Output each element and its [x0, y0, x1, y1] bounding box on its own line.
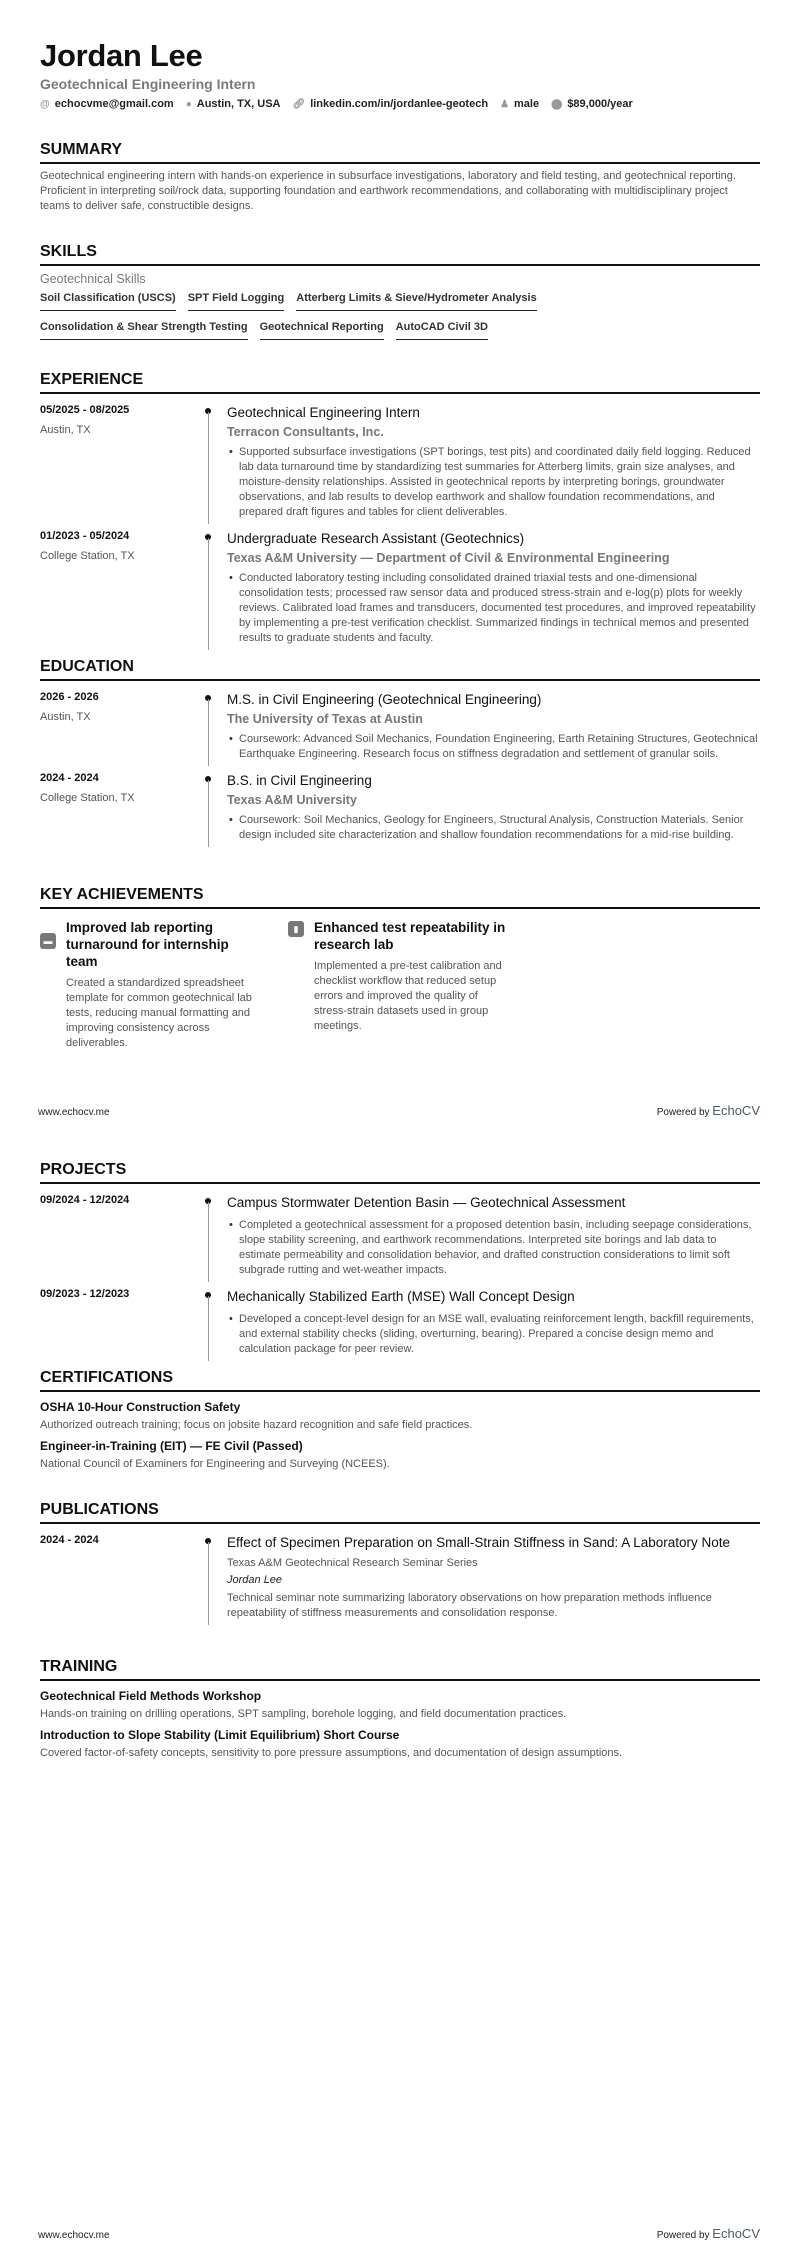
achievement-text: Created a standardized spreadsheet template for common geotechnical lab tests, reducing manual formatting and improving consistency across deliverables. — [66, 977, 252, 1049]
entry-organization: Texas A&M University — [227, 793, 357, 807]
project-entry — [40, 1288, 760, 1357]
entry-date: 09/2023 - 12/2023 — [40, 1288, 130, 1300]
contact-list — [40, 98, 760, 110]
job-title: Geotechnical Engineering Intern — [40, 76, 256, 92]
certification-desc: Authorized outreach training; focus on jobsite hazard recognition and safe field practices. — [40, 1419, 473, 1431]
entry-date: 2024 - 2024 — [40, 772, 99, 784]
contact-email[interactable]: @ echocvme@gmail.com — [40, 98, 174, 110]
education-entry — [40, 691, 760, 762]
entry-date: 2024 - 2024 — [40, 1534, 99, 1546]
contact-linkedin[interactable]: 🔗︎ linkedin.com/in/jordanlee-geotech — [292, 98, 489, 110]
certification-desc: National Council of Examiners for Engineering and Surveying (NCEES). — [40, 1458, 390, 1470]
timeline-marker — [203, 691, 227, 762]
entry-title: Undergraduate Research Assistant (Geotechnics) — [227, 531, 525, 546]
timeline-marker — [203, 1534, 227, 1621]
section-heading: EDUCATION — [40, 657, 760, 681]
achievement-item — [40, 919, 258, 1051]
entry-location: College Station, TX — [40, 792, 135, 804]
achievement-title: Enhanced test repeatability in research lab — [314, 920, 506, 952]
timeline-marker — [203, 1288, 227, 1357]
footer-site-link[interactable]: www.echocv.me — [38, 1107, 110, 1118]
entry-title: Geotechnical Engineering Intern — [227, 405, 420, 420]
entry-title: B.S. in Civil Engineering — [227, 773, 372, 788]
achievement-item — [288, 919, 506, 1051]
training-desc: Hands-on training on drilling operations, SPT sampling, borehole logging, and field documentation practices. — [40, 1708, 567, 1720]
section-heading: CERTIFICATIONS — [40, 1368, 760, 1392]
skill-list — [40, 292, 600, 340]
entry-organization: Terracon Consultants, Inc. — [227, 425, 384, 439]
certification-title: Engineer-in-Training (EIT) — FE Civil (Passed) — [40, 1439, 303, 1453]
training-title: Geotechnical Field Methods Workshop — [40, 1689, 262, 1703]
summary-section — [40, 140, 760, 214]
footer-brand: EchoCV — [712, 2226, 760, 2241]
skill-tag: Soil Classification (USCS) — [40, 292, 176, 311]
project-entry — [40, 1194, 760, 1278]
skill-category: Geotechnical Skills — [40, 272, 146, 286]
at-icon: @ — [40, 98, 50, 110]
certifications-section — [40, 1368, 760, 1470]
skill-tag: AutoCAD Civil 3D — [396, 321, 488, 340]
person-icon: ♟ — [500, 98, 510, 110]
skill-tag: Atterberg Limits & Sieve/Hydrometer Analysis — [296, 292, 536, 311]
publication-venue: Texas A&M Geotechnical Research Seminar Series — [227, 1557, 478, 1569]
timeline-marker — [203, 404, 227, 520]
certification-title: OSHA 10-Hour Construction Safety — [40, 1400, 241, 1414]
section-heading: PUBLICATIONS — [40, 1500, 760, 1524]
entry-bullet: • Developed a concept-level design for an MSE wall, evaluating reinforcement length, backfill requirements, and external stability checks (sliding, overturning, bearing). Prepared a concise design memo and calculation package for peer review. — [227, 1312, 760, 1357]
achievement-text: Implemented a pre-test calibration and checklist workflow that reduced setup errors and improved the quality of stress-strain datasets used in group meetings. — [314, 960, 502, 1032]
skill-tag: SPT Field Logging — [188, 292, 285, 311]
footer-powered: Powered by — [656, 1107, 710, 1118]
training-desc: Covered factor-of-safety concepts, sensitivity to pore pressure assumptions, and documentation of design assumptions. — [40, 1747, 623, 1759]
chat-bubble-icon: ▬ — [40, 933, 56, 949]
publication-author: Jordan Lee — [227, 1574, 283, 1586]
skill-tag: Geotechnical Reporting — [260, 321, 384, 340]
publication-entry — [40, 1534, 760, 1621]
publication-desc: Technical seminar note summarizing laboratory observations on how preparation methods influence repeatability of stiffness measurements and consolidation response. — [227, 1592, 712, 1619]
education-entry — [40, 772, 760, 843]
skill-tag: Consolidation & Shear Strength Testing — [40, 321, 248, 340]
experience-entry — [40, 530, 760, 646]
entry-date: 2026 - 2026 — [40, 691, 99, 703]
projects-section — [40, 1160, 760, 1357]
entry-bullet: • Coursework: Advanced Soil Mechanics, Foundation Engineering, Earth Retaining Structures, Geotechnical Earthquake Engineering. Research focus on stiffness degradation and settlement of granular soils. — [227, 732, 760, 762]
entry-location: Austin, TX — [40, 711, 91, 723]
entry-organization: The University of Texas at Austin — [227, 712, 423, 726]
footer-brand: EchoCV — [712, 1103, 760, 1118]
section-heading: EXPERIENCE — [40, 370, 760, 394]
entry-location: College Station, TX — [40, 550, 135, 562]
section-heading: SUMMARY — [40, 140, 760, 164]
experience-section — [40, 370, 760, 646]
location-pin-icon: ● — [185, 98, 192, 110]
publication-title: Effect of Specimen Preparation on Small-Strain Stiffness in Sand: A Laboratory Note — [227, 1535, 731, 1550]
contact-gender: ♟ male — [500, 98, 540, 110]
entry-bullet: • Coursework: Soil Mechanics, Geology for Engineers, Structural Analysis, Construction Materials. Senior design included site characterization and shallow foundation recommendations for a mid-rise building. — [227, 813, 760, 843]
experience-entry — [40, 404, 760, 520]
entry-bullet: • Supported subsurface investigations (SPT borings, test pits) and coordinated daily field logging. Reduced lab data turnaround time by standardizing test summaries for Atterberg limits, grain size analyses, and moisture-density relationships. Assisted in geotechnical reports by interpreting borings, groundwater observations, and lab results to develop earthwork and shallow foundation recommendations, and prepared draft figures and tables for client deliverables. — [227, 445, 760, 520]
link-icon: 🔗︎ — [292, 98, 306, 110]
publications-section — [40, 1500, 760, 1621]
contact-location: ● Austin, TX, USA — [185, 98, 281, 110]
section-heading: SKILLS — [40, 242, 760, 266]
section-heading: TRAINING — [40, 1657, 760, 1681]
footer-powered: Powered by — [656, 2230, 710, 2241]
bar-chart-icon: ▮ — [288, 921, 304, 937]
achievement-title: Improved lab reporting turnaround for internship team — [66, 920, 229, 969]
resume-header — [40, 38, 760, 110]
summary-text: Geotechnical engineering intern with hands-on experience in subsurface investigations, laboratory and field testing, and geotechnical reporting. Proficient in interpreting soil/rock data, supporting foundation and earthwork recommendations, and collaborating with multidisciplinary project teams to deliver safe, constructible designs. — [40, 170, 736, 212]
timeline-marker — [203, 530, 227, 646]
entry-title: Mechanically Stabilized Earth (MSE) Wall Concept Design — [227, 1289, 575, 1304]
training-section — [40, 1657, 760, 1759]
money-icon: ⬤ — [551, 98, 563, 110]
section-heading: KEY ACHIEVEMENTS — [40, 885, 760, 909]
page-footer — [38, 1103, 760, 1118]
candidate-name: Jordan Lee — [40, 38, 203, 73]
entry-date: 09/2024 - 12/2024 — [40, 1194, 130, 1206]
section-heading: PROJECTS — [40, 1160, 760, 1184]
entry-date: 01/2023 - 05/2024 — [40, 530, 130, 542]
training-title: Introduction to Slope Stability (Limit Equilibrium) Short Course — [40, 1728, 400, 1742]
entry-title: Campus Stormwater Detention Basin — Geotechnical Assessment — [227, 1195, 626, 1210]
education-section — [40, 657, 760, 843]
timeline-marker — [203, 772, 227, 843]
entry-bullet: • Conducted laboratory testing including consolidated drained triaxial tests and one-dimensional consolidation tests; processed raw sensor data and produced stress-strain and e-log(p) plots for weekly reviews. Calibrated load frames and transducers, documented test procedures, and improved repeatability by implementing a pre-test verification checklist. Summarized findings in technical memos and presented results to graduate students and faculty. — [227, 571, 760, 646]
skills-section — [40, 242, 760, 340]
entry-title: M.S. in Civil Engineering (Geotechnical Engineering) — [227, 692, 542, 707]
contact-salary: ⬤ $89,000/year — [551, 98, 633, 110]
page-footer — [38, 2226, 760, 2241]
footer-site-link[interactable]: www.echocv.me — [38, 2230, 110, 2241]
timeline-marker — [203, 1194, 227, 1278]
entry-bullet: • Completed a geotechnical assessment for a proposed detention basin, including seepage considerations, slope stability screening, and earthwork recommendations. Interpreted site borings and lab data to estimate permeability and consolidation behavior, and drafted construction considerations to limit soft subgrade rutting and wet-weather impacts. — [227, 1218, 760, 1278]
entry-organization: Texas A&M University — Department of Civil & Environmental Engineering — [227, 551, 670, 565]
entry-date: 05/2025 - 08/2025 — [40, 404, 130, 416]
entry-location: Austin, TX — [40, 424, 91, 436]
achievements-section — [40, 885, 760, 1051]
